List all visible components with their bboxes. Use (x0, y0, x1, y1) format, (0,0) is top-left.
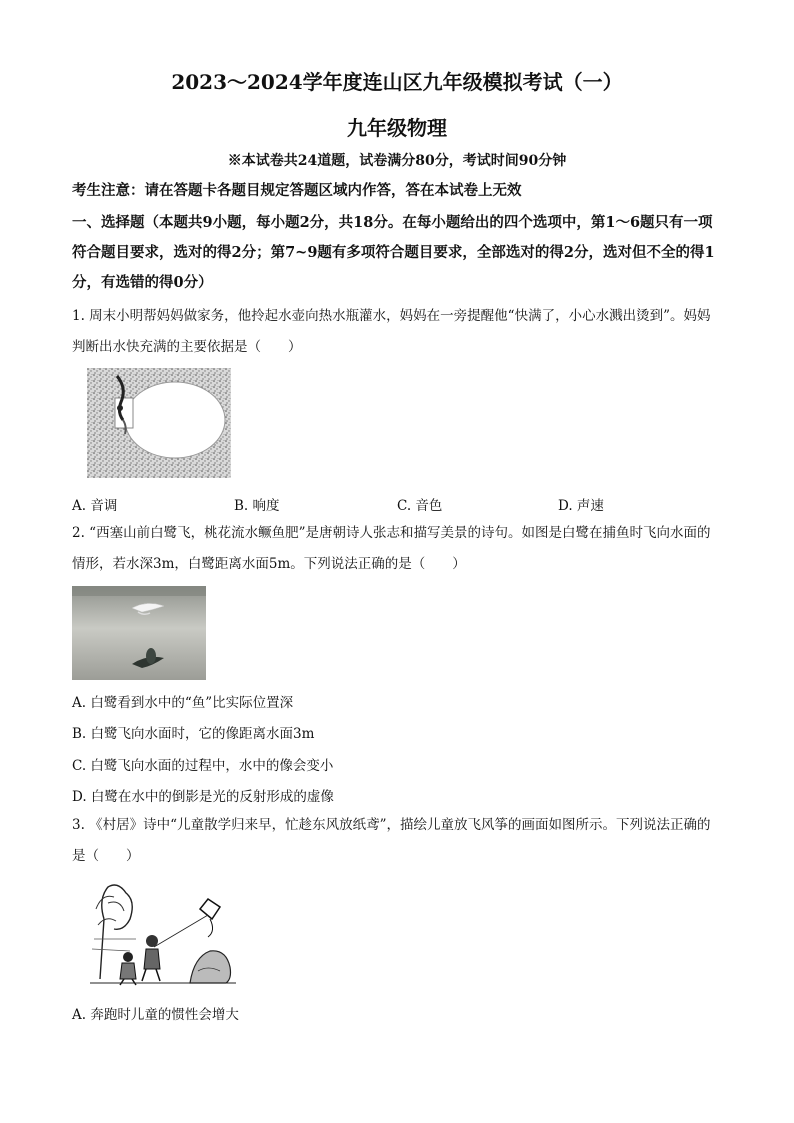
subject-title: 九年级物理 (347, 116, 447, 140)
question-2-option-d[interactable]: D. 白鹭在水中的倒影是光的反射形成的虚像 (72, 789, 334, 805)
question-1-options (72, 494, 722, 514)
question-2-figure (72, 586, 206, 680)
question-2-stem: 2. “西塞山前白鹭飞，桃花流水鳜鱼肥”是唐朝诗人张志和描写美景的诗句。如图是白鹭在捕鱼时飞向水面的情形，若水深3m，白鹭距离水面5m。下列说法正确的是（ ） (72, 525, 711, 572)
exam-title: 2023～2024学年度连山区九年级模拟考试（一） (171, 70, 623, 94)
section-heading: 一、选择题（本题共9小题，每小题2分，共18分。在每小题给出的四个选项中，第1～6题只有一项符合题目要求，选对的得2分；第7~9题有多项符合题目要求，全部选对的得2分，选对但不全的得1分，有选错的得0分） (72, 214, 715, 291)
kite-flying-illustration (90, 879, 236, 987)
question-3-option-a[interactable]: A. 奔跑时儿童的惯性会增大 (72, 1007, 239, 1023)
question-2-option-c[interactable]: C. 白鹭飞向水面的过程中，水中的像会变小 (72, 758, 334, 774)
exam-info: ※本试卷共24道题，试卷满分80分，考试时间90分钟 (227, 153, 567, 169)
question-3-figure (90, 879, 236, 987)
question-3-stem: 3. 《村居》诗中“儿童散学归来早，忙趁东风放纸鸢”，描绘儿童放飞风筝的画面如图所示。下列说法正确的是（ ） (72, 817, 711, 864)
candidate-notice: 考生注意：请在答题卡各题目规定答题区域内作答，答在本试卷上无效 (72, 182, 522, 199)
question-1-figure (87, 368, 231, 478)
egret-photo (72, 586, 206, 680)
option-a[interactable]: A. 音调 (72, 498, 118, 514)
kettle-illustration (87, 368, 231, 478)
option-d[interactable]: D. 声速 (558, 498, 604, 514)
question-2-option-a[interactable]: A. 白鹭看到水中的“鱼”比实际位置深 (72, 695, 294, 711)
option-c[interactable]: C. 音色 (397, 498, 443, 514)
question-2-option-b[interactable]: B. 白鹭飞向水面时，它的像距离水面3m (72, 726, 315, 742)
option-b[interactable]: B. 响度 (234, 498, 280, 514)
question-1-stem: 1. 周末小明帮妈妈做家务，他拎起水壶向热水瓶灌水，妈妈在一旁提醒他“快满了，小心水溅出烫到”。妈妈判断出水快充满的主要依据是（ ） (72, 308, 711, 355)
